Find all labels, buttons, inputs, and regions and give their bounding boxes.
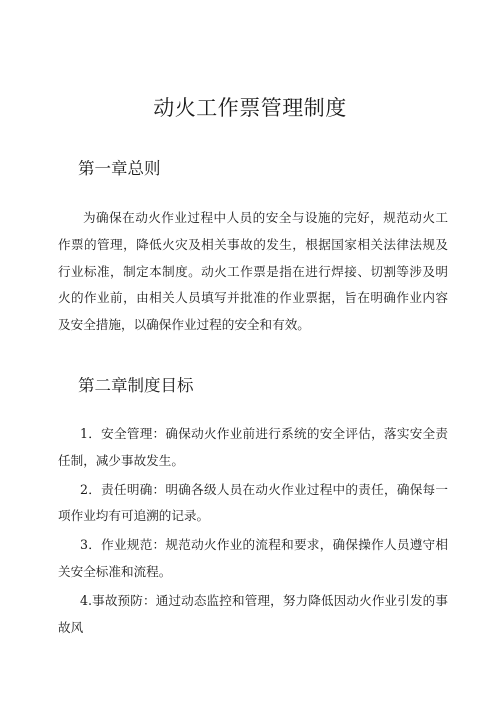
goal-item-clear-responsibility: 2．责任明确：明确各级人员在动火作业过程中的责任，确保每一项作业均有可追溯的记录。	[58, 481, 448, 524]
chapter-2-heading: 第二章制度目标	[78, 376, 194, 395]
document-title: 动火工作票管理制度	[153, 96, 347, 120]
goal-item-safety-management: 1．安全管理：确保动火作业前进行系统的安全评估，落实安全责任制，减少事故发生。	[58, 426, 448, 468]
goal-item-accident-prevention: 4.事故预防：通过动态监控和管理，努力降低因动火作业引发的事故风	[58, 592, 448, 635]
chapter-1-heading: 第一章总则	[78, 159, 161, 178]
chapter-1-paragraph: 为确保在动火作业过程中人员的安全与设施的完好，规范动火工作票的管理，降低火灾及相关事故的发生，根据国家相关法律法规及行业标准，制定本制度。动火工作票是指在进行焊接、切割等涉及明火的作业前，由相关人员填写并批准的作业票据，旨在明确作业内容及安全措施，以确保作业过程的安全和有效。	[58, 210, 448, 333]
goal-item-work-standards: 3．作业规范：规范动火作业的流程和要求，确保操作人员遵守相关安全标准和流程。	[58, 537, 448, 579]
chapter-2-goal-list	[58, 421, 448, 643]
